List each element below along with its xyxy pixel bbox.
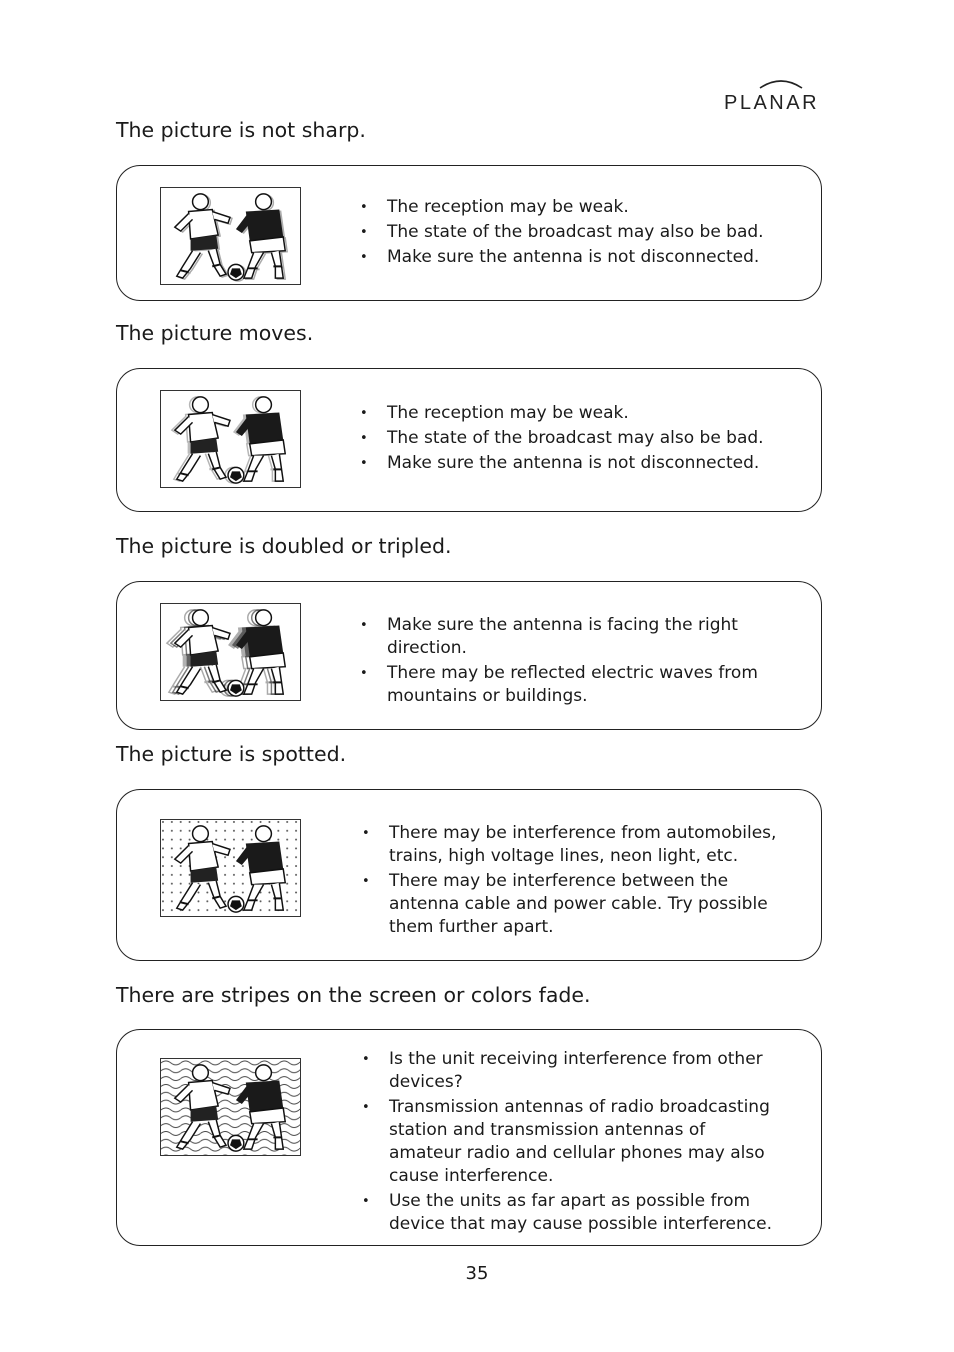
bullet-list — [362, 1048, 782, 1238]
list-item: • There may be interference from automobiles, trains, high voltage lines, neon light, etc. — [362, 822, 797, 868]
list-item: • Transmission antennas of radio broadcasting station and transmission antennas of amateur radio and cellular phones may also cause interference. — [362, 1096, 782, 1188]
list-item: • Make sure the antenna is not disconnected. — [360, 452, 764, 475]
soccer-players-moving-image — [160, 390, 301, 488]
list-item: • The state of the broadcast may also be bad. — [360, 221, 764, 244]
bullet-list — [360, 614, 821, 710]
soccer-players-striped-image — [160, 1058, 301, 1156]
page-number: 35 — [465, 1263, 489, 1284]
list-item: • Is the unit receiving interference from other devices? — [362, 1048, 782, 1094]
soccer-players-spotted-image — [160, 819, 301, 917]
logo-swoosh-icon — [758, 78, 804, 90]
bullet-list — [360, 196, 764, 271]
panel-moves — [116, 368, 822, 512]
planar-logo — [724, 78, 840, 114]
list-item: • There may be reflected electric waves from mountains or buildings. — [360, 662, 777, 708]
section-heading-moves: The picture moves. — [116, 321, 314, 345]
list-item: • The state of the broadcast may also be bad. — [360, 427, 764, 450]
list-item: • Use the units as far apart as possible from device that may cause possible interference. — [362, 1190, 782, 1236]
section-heading-spotted: The picture is spotted. — [116, 742, 347, 766]
panel-not-sharp — [116, 165, 822, 301]
section-heading-not-sharp: The picture is not sharp. — [116, 118, 366, 142]
list-item: • Make sure the antenna is facing the right direction. — [360, 614, 821, 660]
section-heading-stripes: There are stripes on the screen or colors fade. — [116, 983, 591, 1007]
panel-doubled — [116, 581, 822, 730]
panel-stripes — [116, 1029, 822, 1246]
bullet-list — [362, 822, 797, 941]
soccer-players-blurry-image — [160, 187, 301, 285]
bullet-list — [360, 402, 764, 477]
list-item: • There may be interference between the antenna cable and power cable. Try possible them further apart. — [362, 870, 797, 939]
section-heading-doubled: The picture is doubled or tripled. — [116, 534, 452, 558]
list-item: • The reception may be weak. — [360, 402, 764, 425]
list-item: • The reception may be weak. — [360, 196, 764, 219]
panel-spotted — [116, 789, 822, 961]
logo-wordmark: PLANAR — [724, 92, 820, 114]
soccer-players-ghosting-image — [160, 603, 301, 701]
list-item: • Make sure the antenna is not disconnected. — [360, 246, 764, 269]
